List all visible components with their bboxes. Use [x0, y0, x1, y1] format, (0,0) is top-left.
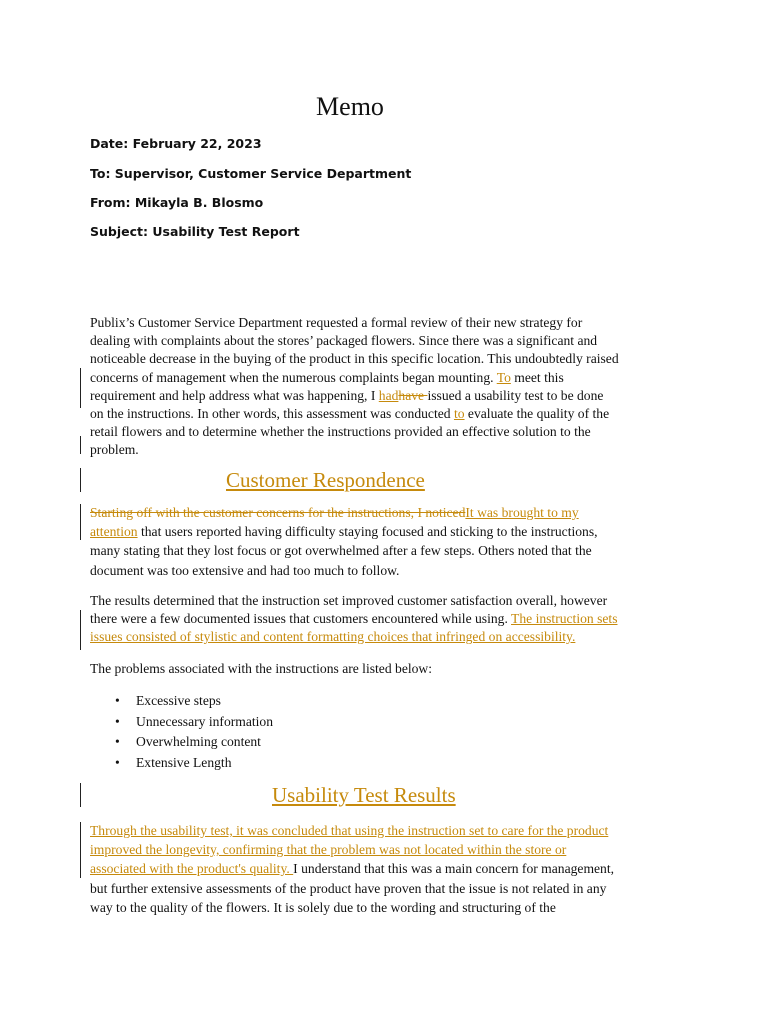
- inserted-text: To: [496, 369, 511, 385]
- bullet-icon: •: [115, 713, 120, 729]
- inserted-text: associated with the product's quality.: [90, 861, 294, 877]
- inserted-text: issues consisted of stylistic and content formatting choices that infringed on accessibility.: [90, 629, 576, 645]
- inserted-text: Through the usability test, it was concluded that using the instruction set to care for the product: [90, 823, 609, 838]
- respondence-paragraph: [90, 504, 680, 580]
- bullet-icon: •: [115, 754, 120, 770]
- bullet-icon: •: [115, 734, 120, 749]
- list-item-text: Extensive Length: [136, 754, 232, 770]
- change-bar: [80, 468, 81, 492]
- problems-list: [110, 691, 273, 773]
- text-line: [90, 628, 680, 646]
- text-line: [90, 523, 680, 541]
- usability-results-paragraph: [90, 822, 680, 917]
- text-line: noticeable decrease in the buying of the product in this specific location. This undoubtedly raised: [90, 351, 619, 367]
- text-run: I understand that this was a main concern for management,: [293, 861, 615, 877]
- from-line: From: Mikayla B. Blosmo: [90, 195, 264, 210]
- change-bar: [80, 504, 81, 540]
- text-line: retail flowers and to determine whether the instructions provided an effective solution to the: [90, 424, 591, 440]
- list-item-text: Excessive steps: [136, 693, 221, 708]
- text-run: there were a few documented issues that customers encountered while using.: [90, 611, 512, 627]
- text-run: requirement and help address what was happening, I: [90, 387, 379, 403]
- text-line: many stating that they lost focus or got overwhelmed after a few steps. Others noted that the: [90, 543, 592, 559]
- list-item-text: Overwhelming content: [136, 734, 261, 749]
- inserted-text: attention: [90, 524, 138, 540]
- change-bar: [80, 368, 81, 408]
- text-run: concerns of management when the numerous complaints began mounting.: [90, 369, 497, 385]
- intro-paragraph: [90, 314, 680, 460]
- section-heading-customer-respondence: Customer Respondence: [226, 468, 425, 492]
- change-bar: [80, 610, 81, 650]
- date-line: Date: February 22, 2023: [90, 136, 262, 151]
- text-line: [90, 405, 680, 423]
- text-line: way to the quality of the flowers. It is solely due to the wording and structuring of the: [90, 899, 556, 915]
- memo-title: Memo: [316, 92, 384, 121]
- list-item-text: Unnecessary information: [136, 713, 274, 729]
- inserted-text: had: [378, 387, 399, 403]
- text-line: [90, 369, 680, 387]
- inserted-text: improved the longevity, confirming that the problem was not located within the store or: [90, 842, 567, 858]
- text-line: [90, 387, 680, 405]
- to-line: To: Supervisor, Customer Service Department: [90, 166, 412, 181]
- deleted-text: Starting off with the customer concerns for the instructions, I noticed: [90, 505, 466, 520]
- text-run: issued a usability test to be done: [427, 387, 604, 403]
- text-line: The results determined that the instruction set improved customer satisfaction overall, however: [90, 593, 608, 608]
- change-bar: [80, 436, 81, 454]
- results-paragraph: [90, 592, 680, 647]
- text-line: problem.: [90, 442, 139, 458]
- text-run: evaluate the quality of the: [464, 406, 610, 422]
- text-line: dealing with complaints about the stores’ packaged flowers. Since there was a significant and: [90, 333, 598, 349]
- inserted-text: The instruction sets: [511, 611, 618, 627]
- text-line: [90, 822, 680, 840]
- text-run: on the instructions. In other words, this assessment was conducted: [90, 406, 454, 422]
- inserted-text: to: [453, 406, 465, 422]
- text-line: [90, 860, 680, 878]
- change-bar: [80, 783, 81, 807]
- list-item: [110, 753, 273, 774]
- list-item: [110, 691, 273, 712]
- text-line: [90, 504, 680, 522]
- section-heading-usability-test-results: Usability Test Results: [272, 783, 456, 807]
- problems-intro: The problems associated with the instructions are listed below:: [90, 661, 433, 676]
- text-line: [90, 610, 680, 628]
- text-line: [90, 841, 680, 859]
- list-item: [110, 732, 273, 753]
- text-line: document was too extensive and had too much to follow.: [90, 562, 400, 578]
- change-bar: [80, 822, 81, 878]
- deleted-text: have: [398, 387, 428, 403]
- list-item: [110, 712, 273, 733]
- bullet-icon: •: [115, 693, 120, 708]
- subject-line: Subject: Usability Test Report: [90, 224, 300, 239]
- inserted-text: It was brought to my: [465, 505, 579, 520]
- text-run: that users reported having difficulty staying focused and sticking to the instructions,: [137, 524, 598, 540]
- text-run: meet this: [510, 369, 564, 385]
- text-line: but further extensive assessments of the product have proven that the issue is not related in any: [90, 880, 607, 896]
- text-line: Publix’s Customer Service Department requested a formal review of their new strategy for: [90, 315, 583, 330]
